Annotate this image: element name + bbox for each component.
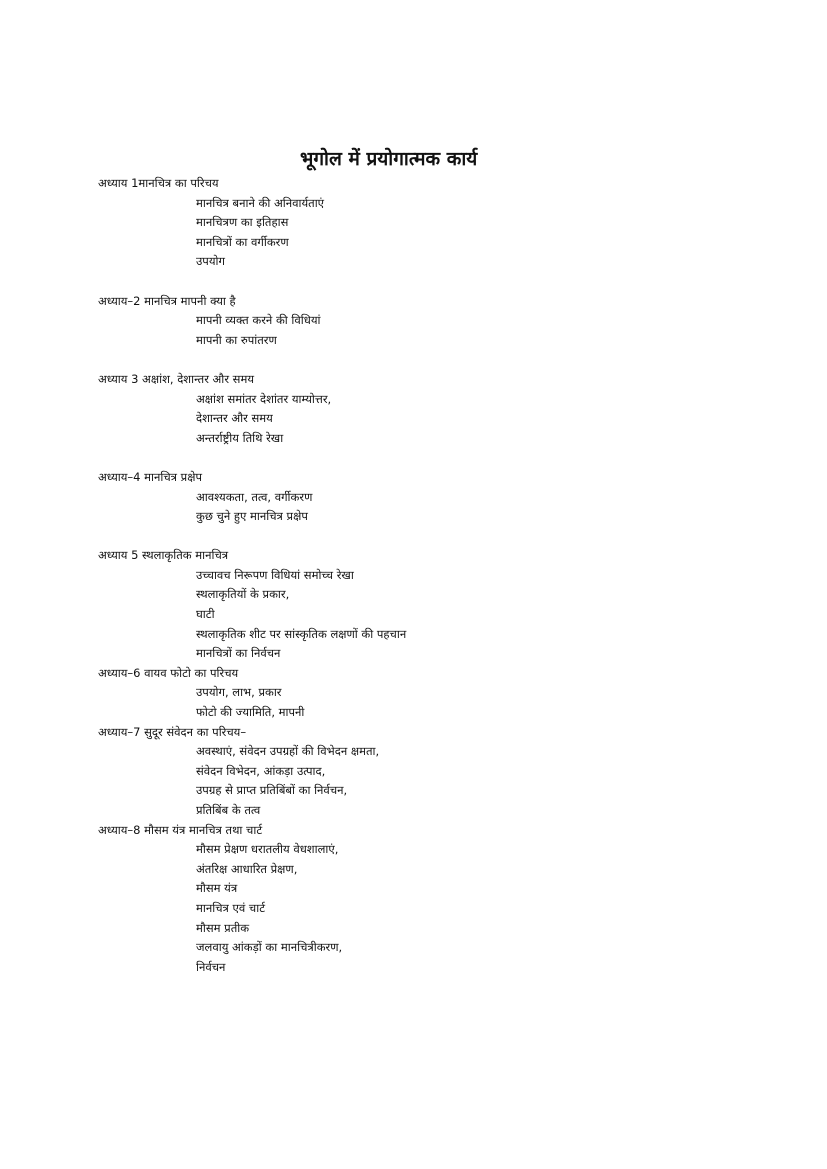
chapter-8 xyxy=(98,821,798,978)
topic-item: उपग्रह से प्राप्त प्रतिबिंबों का निर्वचन, xyxy=(196,783,348,798)
chapter-heading: अध्याय 1मानचित्र का परिचय xyxy=(98,176,219,190)
topic-item: मापनी व्यक्त करने की विधियां xyxy=(196,313,321,328)
topic-item: अक्षांश समांतर देशांतर याम्योत्तर, xyxy=(196,391,332,406)
topic-item: उपयोग xyxy=(196,254,225,269)
chapter-7 xyxy=(98,723,798,821)
topic-item: मानचित्रों का निर्वचन xyxy=(196,646,281,661)
chapter-heading: अध्याय–6 वायव फोटो का परिचय xyxy=(98,665,239,680)
chapter-6 xyxy=(98,664,798,723)
chapter-heading: अध्याय 5 स्थलाकृतिक मानचित्र xyxy=(98,548,229,563)
chapter-5 xyxy=(98,546,798,664)
topic-item: उच्चावच निरूपण विधियां समोच्च रेखा xyxy=(196,567,354,582)
chapter-3 xyxy=(98,370,798,448)
topic-item: उपयोग, लाभ, प्रकार xyxy=(196,685,282,700)
chapter-4 xyxy=(98,468,798,527)
topic-item: स्थलाकृतिक शीट पर सांस्कृतिक लक्षणों की पहचान xyxy=(196,626,407,641)
spacer xyxy=(98,448,798,468)
topic-item: अवस्थाएं, संवेदन उपग्रहों की विभेदन क्षमता, xyxy=(196,744,380,759)
topic-item: मापनी का रुपांतरण xyxy=(196,332,277,347)
topic-item: घाटी xyxy=(196,607,215,622)
topic-item: निर्वचन xyxy=(196,959,226,974)
spacer xyxy=(98,350,798,370)
chapter-heading: अध्याय–2 मानचित्र मापनी क्या है xyxy=(98,293,236,308)
spacer xyxy=(98,272,798,292)
topic-item: मानचित्र बनाने की अनिवार्यताएं xyxy=(196,195,325,210)
topic-item: फोटो की ज्यामिति, मापनी xyxy=(196,705,305,720)
chapter-2 xyxy=(98,292,798,351)
chapter-heading: अध्याय–8 मौसम यंत्र मानचित्र तथा चार्ट xyxy=(98,822,263,837)
page-title: भूगोल में प्रयोगात्मक कार्य xyxy=(300,148,478,170)
chapter-1 xyxy=(98,174,798,272)
topic-item: मौसम प्रतीक xyxy=(196,920,250,935)
topic-item: मानचित्र एवं चार्ट xyxy=(196,900,266,915)
chapter-heading: अध्याय 3 अक्षांश, देशान्तर और समय xyxy=(98,371,255,386)
topic-item: अंतरिक्ष आधारित प्रेक्षण, xyxy=(196,861,298,876)
chapter-heading: अध्याय–4 मानचित्र प्रक्षेप xyxy=(98,469,202,484)
topic-item: संवेदन विभेदन, आंकड़ा उत्पाद, xyxy=(196,763,326,778)
topic-item: आवश्यकता, तत्व, वर्गीकरण xyxy=(196,489,313,504)
topic-item: मौसम प्रेक्षण धरातलीय वेधशालाएं, xyxy=(196,842,339,857)
topic-item: मौसम यंत्र xyxy=(196,881,238,896)
topic-item: कुछ चुने हुए मानचित्र प्रक्षेप xyxy=(196,509,308,524)
topic-item: मानचित्रों का वर्गीकरण xyxy=(196,234,289,249)
topic-item: देशान्तर और समय xyxy=(196,411,273,426)
topic-item: स्थलाकृतियों के प्रकार, xyxy=(196,587,290,602)
topic-item: जलवायु आंकड़ों का मानचित्रीकरण, xyxy=(196,940,343,955)
chapter-heading: अध्याय–7 सुदूर संवेदन का परिचय– xyxy=(98,724,247,739)
topic-item: प्रतिबिंब के तत्व xyxy=(196,803,261,817)
spacer xyxy=(98,527,798,547)
topic-item: अन्तर्राष्ट्रीय तिथि रेखा xyxy=(196,430,284,445)
chapter-list xyxy=(98,174,798,977)
topic-item: मानचित्रण का इतिहास xyxy=(196,215,289,230)
